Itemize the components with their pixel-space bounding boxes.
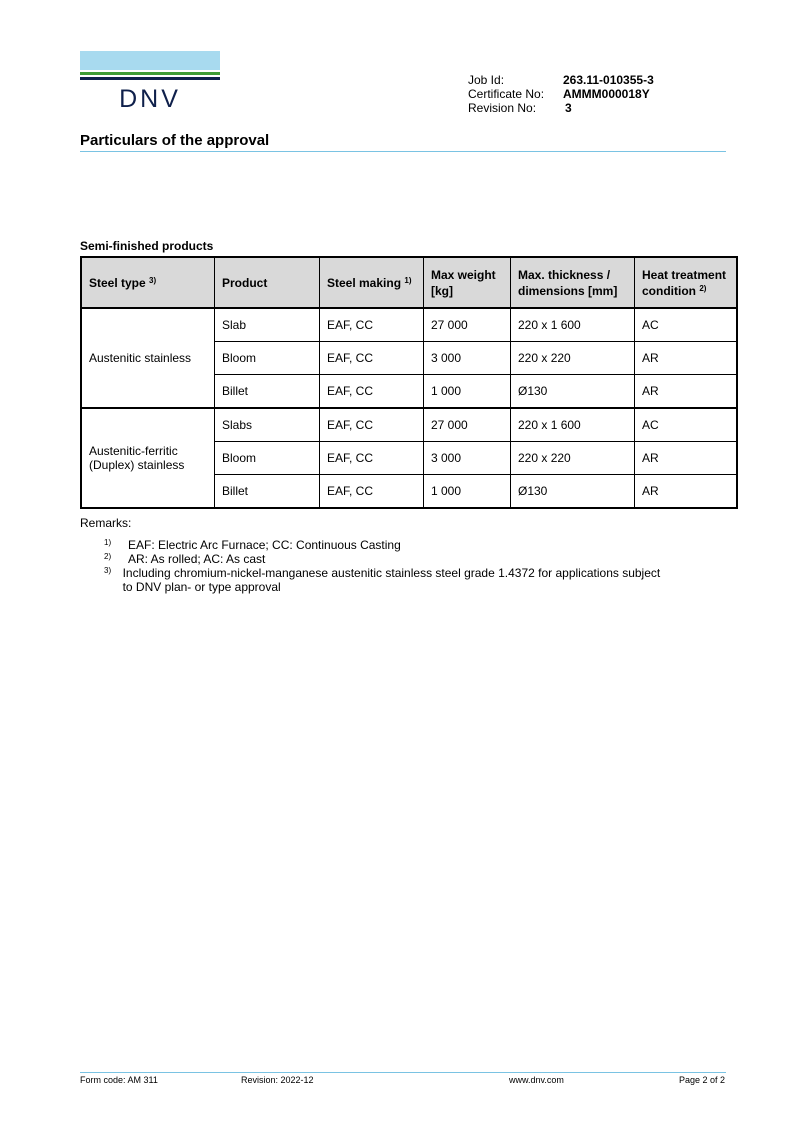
remark-number: 1) — [104, 538, 112, 547]
logo-navy-line — [80, 77, 220, 80]
table-row — [81, 408, 737, 442]
page-title: Particulars of the approval — [80, 132, 270, 149]
certificate-label: Certificate No: — [468, 87, 545, 101]
max-weight-cell: 3 000 — [424, 342, 511, 375]
remark-text: AR: As rolled; AC: As cast — [128, 552, 266, 566]
revision-row — [468, 101, 654, 115]
job-id-label: Job Id: — [468, 73, 505, 87]
steel-making-cell: EAF, CC — [320, 375, 424, 409]
product-cell: Billet — [215, 475, 320, 509]
steel-making-cell: EAF, CC — [320, 442, 424, 475]
heat-treatment-cell: AC — [635, 308, 738, 342]
revision-label: Revision No: — [468, 101, 537, 115]
products-table — [80, 256, 738, 509]
header-heat-treatment: Heat treatment condition $^{2)}$ — [635, 257, 738, 308]
remark-item — [104, 552, 664, 566]
heat-treatment-cell: AC — [635, 408, 738, 442]
product-cell: Slabs — [215, 408, 320, 442]
heat-treatment-cell: AR — [635, 375, 738, 409]
remark-item — [104, 566, 664, 594]
steel-type-cell: Austenitic-ferritic (Duplex) stainless — [81, 408, 215, 508]
title-divider — [80, 151, 726, 152]
dimensions-cell: 220 x 220 — [511, 442, 635, 475]
max-weight-cell: 1 000 — [424, 475, 511, 509]
certificate-value: AMMM000018Y — [563, 87, 650, 101]
product-cell: Bloom — [215, 442, 320, 475]
heat-treatment-cell: AR — [635, 342, 738, 375]
product-cell: Bloom — [215, 342, 320, 375]
footer-divider — [80, 1072, 726, 1073]
remark-number: 2) — [104, 552, 112, 561]
revision-value: 3 — [565, 101, 572, 115]
section-heading: Semi-finished products — [80, 239, 214, 253]
logo-green-line — [80, 72, 220, 75]
product-cell: Slab — [215, 308, 320, 342]
max-weight-cell: 27 000 — [424, 408, 511, 442]
dimensions-cell: Ø130 — [511, 475, 635, 509]
job-id-value: 263.11-010355-3 — [563, 73, 654, 87]
remark-item — [104, 538, 664, 552]
header-max-thickness: Max. thickness / dimensions [mm] — [511, 257, 635, 308]
certificate-row — [468, 87, 654, 101]
max-weight-cell: 3 000 — [424, 442, 511, 475]
table-header-row — [81, 257, 737, 308]
header-steel-making: Steel making $^{1)}$ — [320, 257, 424, 308]
dimensions-cell: Ø130 — [511, 375, 635, 409]
remarks-heading: Remarks: — [80, 516, 132, 530]
remark-text: EAF: Electric Arc Furnace; CC: Continuous Casting — [128, 538, 401, 552]
dnv-logo — [80, 51, 220, 113]
dimensions-cell: 220 x 220 — [511, 342, 635, 375]
steel-making-cell: EAF, CC — [320, 408, 424, 442]
steel-making-cell: EAF, CC — [320, 308, 424, 342]
job-id-row — [468, 73, 654, 87]
heat-treatment-cell: AR — [635, 475, 738, 509]
logo-wordmark: DNV — [119, 85, 181, 113]
footer-website[interactable]: www.dnv.com — [509, 1075, 564, 1085]
footer-page-number: Page 2 of 2 — [679, 1075, 726, 1085]
remarks-list — [104, 538, 664, 594]
header-product: Product — [215, 257, 320, 308]
product-cell: Billet — [215, 375, 320, 409]
remark-number: 3) — [104, 566, 112, 575]
dimensions-cell: 220 x 1 600 — [511, 308, 635, 342]
steel-type-cell: Austenitic stainless — [81, 308, 215, 408]
footer-revision: Revision: 2022-12 — [241, 1075, 314, 1085]
table-row — [81, 308, 737, 342]
header-max-weight: Max weight [kg] — [424, 257, 511, 308]
steel-making-cell: EAF, CC — [320, 475, 424, 509]
remark-text: Including chromium-nickel-manganese austenitic stainless steel grade 1.4372 for applications subject to DNV plan- or type approval — [122, 566, 661, 594]
certificate-header — [468, 73, 654, 115]
max-weight-cell: 27 000 — [424, 308, 511, 342]
footer-form-code: Form code: AM 311 — [80, 1075, 158, 1085]
logo-sky-band — [80, 51, 220, 70]
heat-treatment-cell: AR — [635, 442, 738, 475]
dimensions-cell: 220 x 1 600 — [511, 408, 635, 442]
header-steel-type: Steel type $^{3)}$ — [81, 257, 215, 308]
max-weight-cell: 1 000 — [424, 375, 511, 409]
steel-making-cell: EAF, CC — [320, 342, 424, 375]
